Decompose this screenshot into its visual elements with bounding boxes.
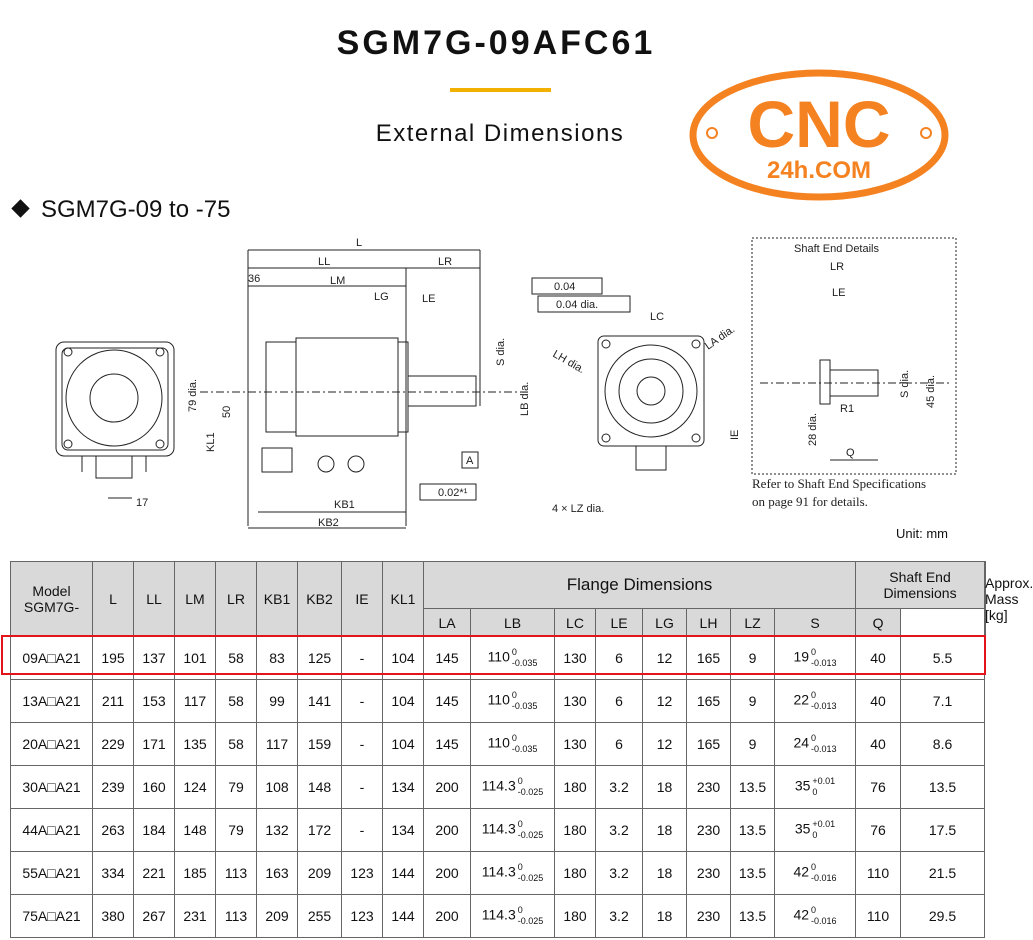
svg-text:LM: LM (330, 275, 346, 287)
col-shaft-group: Shaft End Dimensions (856, 562, 985, 609)
svg-text:0.02*¹: 0.02*¹ (438, 487, 468, 499)
diamond-bullet-icon (11, 199, 29, 217)
cell-l: 380 (93, 895, 134, 938)
cell-kb2: 141 (298, 680, 342, 723)
cell-lh: 165 (687, 637, 731, 680)
table-row (11, 723, 986, 766)
cell-s: 24 0 -0.013 (775, 723, 856, 766)
cell-lz: 13.5 (731, 766, 775, 809)
cell-ie: - (342, 723, 383, 766)
cell-lh: 230 (687, 809, 731, 852)
svg-text:Refer to Shaft End Specificati: Refer to Shaft End Specifications (752, 476, 927, 491)
cell-la: 200 (424, 895, 471, 938)
cell-lc: 180 (555, 895, 596, 938)
svg-text:KL1: KL1 (205, 432, 217, 452)
cell-lh: 165 (687, 723, 731, 766)
page-title: SGM7G-09AFC61 (336, 24, 656, 62)
cell-model: 44A□A21 (11, 809, 93, 852)
cell-q: 110 (856, 852, 901, 895)
cell-ie: - (342, 680, 383, 723)
cnc24h-logo (688, 68, 950, 202)
cell-mass: 8.6 (901, 723, 985, 766)
cell-s: 35 +0.01 0 (775, 809, 856, 852)
svg-text:36: 36 (248, 273, 261, 285)
cell-lm: 231 (175, 895, 216, 938)
cell-le: 3.2 (596, 766, 643, 809)
svg-text:R1: R1 (840, 403, 855, 415)
cell-ll: 221 (134, 852, 175, 895)
cell-kb2: 125 (298, 637, 342, 680)
cell-lg: 12 (643, 680, 687, 723)
cell-s: 35 +0.01 0 (775, 766, 856, 809)
cell-l: 263 (93, 809, 134, 852)
logo-subtext: 24h.COM (766, 157, 872, 184)
cell-lm: 117 (175, 680, 216, 723)
cell-lr: 58 (216, 637, 257, 680)
cell-lg: 12 (643, 637, 687, 680)
table-row (11, 895, 986, 938)
table-row (11, 809, 986, 852)
cell-lb: 110 0 -0.035 (471, 723, 555, 766)
cell-lr: 113 (216, 895, 257, 938)
cell-la: 200 (424, 852, 471, 895)
svg-text:A: A (466, 455, 474, 467)
cell-lh: 230 (687, 895, 731, 938)
cell-la: 145 (424, 680, 471, 723)
cell-lb: 110 0 -0.035 (471, 680, 555, 723)
shaft-end-detail (752, 238, 956, 509)
cell-ll: 160 (134, 766, 175, 809)
svg-text:on page 91 for details.: on page 91 for details. (752, 494, 868, 509)
cell-lr: 79 (216, 809, 257, 852)
cell-mass: 21.5 (901, 852, 985, 895)
cell-lz: 9 (731, 680, 775, 723)
cell-l: 195 (93, 637, 134, 680)
cell-ll: 267 (134, 895, 175, 938)
cell-s: 19 0 -0.013 (775, 637, 856, 680)
cell-ll: 171 (134, 723, 175, 766)
svg-text:LB dia.: LB dia. (519, 381, 531, 416)
cell-lg: 18 (643, 895, 687, 938)
cell-q: 40 (856, 680, 901, 723)
cell-s: 42 0 -0.016 (775, 852, 856, 895)
cell-lm: 124 (175, 766, 216, 809)
cell-model: 75A□A21 (11, 895, 93, 938)
cell-kb1: 117 (257, 723, 298, 766)
cell-ll: 153 (134, 680, 175, 723)
svg-text:50: 50 (221, 405, 233, 418)
cell-ie: - (342, 637, 383, 680)
dimension-drawing (0, 226, 992, 556)
cell-la: 145 (424, 723, 471, 766)
cell-lg: 18 (643, 852, 687, 895)
cell-lm: 185 (175, 852, 216, 895)
cell-kb2: 159 (298, 723, 342, 766)
cell-l: 229 (93, 723, 134, 766)
cell-lc: 130 (555, 680, 596, 723)
col-model: Model SGM7G- (11, 562, 93, 637)
cell-ll: 137 (134, 637, 175, 680)
cell-lz: 13.5 (731, 895, 775, 938)
svg-text:KB1: KB1 (334, 499, 355, 511)
cell-model: 13A□A21 (11, 680, 93, 723)
table-row (11, 680, 986, 723)
cell-lc: 180 (555, 766, 596, 809)
cell-le: 6 (596, 723, 643, 766)
svg-text:S dia.: S dia. (495, 337, 507, 366)
page-subtitle: External Dimensions (375, 120, 625, 147)
cell-lb: 114.3 0 -0.025 (471, 852, 555, 895)
cell-le: 3.2 (596, 809, 643, 852)
cell-la: 145 (424, 637, 471, 680)
cell-lm: 101 (175, 637, 216, 680)
table-row (11, 852, 986, 895)
cell-lb: 114.3 0 -0.025 (471, 809, 555, 852)
cell-le: 3.2 (596, 895, 643, 938)
title-underline (450, 88, 551, 92)
cell-lc: 130 (555, 723, 596, 766)
unit-note: Unit: mm (896, 526, 948, 541)
cell-lh: 230 (687, 852, 731, 895)
cell-ie: 123 (342, 852, 383, 895)
cell-lm: 135 (175, 723, 216, 766)
cell-lg: 18 (643, 766, 687, 809)
cell-ie: 123 (342, 895, 383, 938)
cell-lc: 180 (555, 809, 596, 852)
cell-l: 334 (93, 852, 134, 895)
cell-kl1: 104 (383, 637, 424, 680)
cell-mass: 5.5 (901, 637, 985, 680)
cell-kb1: 83 (257, 637, 298, 680)
svg-text:79 dia.: 79 dia. (187, 378, 199, 412)
cell-la: 200 (424, 809, 471, 852)
cell-kb2: 209 (298, 852, 342, 895)
cell-le: 6 (596, 637, 643, 680)
cell-q: 76 (856, 809, 901, 852)
cell-lr: 79 (216, 766, 257, 809)
cell-q: 110 (856, 895, 901, 938)
cell-kb2: 255 (298, 895, 342, 938)
svg-text:45 dia.: 45 dia. (925, 374, 937, 408)
cell-lg: 18 (643, 809, 687, 852)
cell-lz: 9 (731, 723, 775, 766)
cell-lz: 13.5 (731, 852, 775, 895)
svg-text:L: L (356, 237, 363, 249)
cell-kb1: 163 (257, 852, 298, 895)
svg-text:KB2: KB2 (318, 517, 339, 529)
cell-le: 6 (596, 680, 643, 723)
cell-kl1: 134 (383, 766, 424, 809)
cell-s: 22 0 -0.013 (775, 680, 856, 723)
rear-view (56, 342, 174, 509)
cell-kb2: 148 (298, 766, 342, 809)
cell-kl1: 134 (383, 809, 424, 852)
cell-mass: 29.5 (901, 895, 985, 938)
cell-model: 55A□A21 (11, 852, 93, 895)
cell-lr: 58 (216, 680, 257, 723)
section-heading: SGM7G-09 to -75 (14, 196, 230, 224)
flange-view (551, 311, 742, 515)
cell-kb1: 132 (257, 809, 298, 852)
cell-kb1: 99 (257, 680, 298, 723)
svg-text:28 dia.: 28 dia. (807, 412, 819, 446)
table-row (11, 766, 986, 809)
cell-kl1: 104 (383, 680, 424, 723)
cell-lb: 110 0 -0.035 (471, 637, 555, 680)
cell-ie: - (342, 809, 383, 852)
cell-lr: 113 (216, 852, 257, 895)
dimension-table: Model SGM7G- L LL LM LR KB1 KB2 IE KL1 Flange Dimensions Shaft End Dimensions Approx. Mass [kg] LA LB LC LE LG LH LZ S Q 09A□A21 195 137 101 58 83 125 - 104 145 110 0 -0.035 130 6 12 165 9 19 0 -0.013 40 5.5 13A□A21 211 153 117 58 99 141 - 104 145 110 0 -0.035 130 6 12 165 9 22 0 -0.013 40 7.1 20A□A21 229 171 135 58 117 159 - 104 145 110 0 -0.035 130 6 12 165 9 24 0 -0.013 40 8.6 30A□A21 239 160 124 79 108 148 - 134 200 114.3 0 -0.025 180 3.2 18 230 13.5 35 +0.01 0 76 13.5 44A□A21 263 184 148 79 132 172 - 134 200 114.3 0 -0.025 180 3.2 18 230 13.5 35 +0.01 0 76 17.5 55A□A21 334 221 185 113 163 209 123 144 200 114.3 0 -0.025 180 3.2 18 230 13.5 42 0 -0.016 110 21.5 75A□A21 380 267 231 113 209 255 123 144 200 114.3 0 -0.025 180 3.2 18 230 13.5 42 0 -0.016 110 29.5 (10, 561, 986, 938)
cell-l: 239 (93, 766, 134, 809)
cell-s: 42 0 -0.016 (775, 895, 856, 938)
cell-mass: 17.5 (901, 809, 985, 852)
cell-le: 3.2 (596, 852, 643, 895)
svg-text:4 × LZ dia.: 4 × LZ dia. (552, 503, 605, 515)
cell-lb: 114.3 0 -0.025 (471, 766, 555, 809)
svg-text:LE: LE (832, 287, 846, 299)
cell-kb2: 172 (298, 809, 342, 852)
svg-text:LH dia.: LH dia. (550, 348, 587, 377)
svg-text:Q: Q (846, 447, 855, 459)
cell-q: 40 (856, 723, 901, 766)
table-row (11, 637, 986, 680)
cell-lb: 114.3 0 -0.025 (471, 895, 555, 938)
svg-text:S dia.: S dia. (899, 369, 911, 398)
cell-lc: 130 (555, 637, 596, 680)
logo-text: CNC (747, 87, 891, 161)
cell-ll: 184 (134, 809, 175, 852)
svg-text:LG: LG (374, 291, 389, 303)
col-mass: Approx. Mass [kg] (985, 575, 1033, 623)
svg-text:Shaft End Details: Shaft End Details (794, 243, 879, 255)
svg-text:0.04: 0.04 (554, 281, 576, 293)
cell-kl1: 144 (383, 852, 424, 895)
cell-lc: 180 (555, 852, 596, 895)
side-view (187, 237, 630, 529)
svg-text:LA dia.: LA dia. (702, 323, 738, 353)
cell-lz: 13.5 (731, 809, 775, 852)
svg-text:LR: LR (830, 261, 845, 273)
svg-text:LR: LR (438, 256, 453, 268)
cell-lg: 12 (643, 723, 687, 766)
svg-text:LE: LE (422, 293, 436, 305)
cell-model: 09A□A21 (11, 637, 93, 680)
cell-q: 76 (856, 766, 901, 809)
cell-model: 20A□A21 (11, 723, 93, 766)
cell-lh: 165 (687, 680, 731, 723)
cell-lm: 148 (175, 809, 216, 852)
svg-text:IE: IE (729, 429, 741, 440)
cell-lz: 9 (731, 637, 775, 680)
cell-mass: 7.1 (901, 680, 985, 723)
cell-kl1: 144 (383, 895, 424, 938)
cell-lh: 230 (687, 766, 731, 809)
cell-model: 30A□A21 (11, 766, 93, 809)
svg-text:LC: LC (650, 311, 665, 323)
dim-17: 17 (136, 497, 149, 509)
cell-q: 40 (856, 637, 901, 680)
cell-la: 200 (424, 766, 471, 809)
cell-kb1: 209 (257, 895, 298, 938)
cell-mass: 13.5 (901, 766, 985, 809)
col-flange-group: Flange Dimensions (424, 562, 856, 609)
cell-kl1: 104 (383, 723, 424, 766)
cell-kb1: 108 (257, 766, 298, 809)
cell-ie: - (342, 766, 383, 809)
table-body (11, 637, 986, 938)
svg-text:LL: LL (318, 256, 331, 268)
cell-l: 211 (93, 680, 134, 723)
svg-text:0.04 dia.: 0.04 dia. (556, 299, 599, 311)
cell-lr: 58 (216, 723, 257, 766)
